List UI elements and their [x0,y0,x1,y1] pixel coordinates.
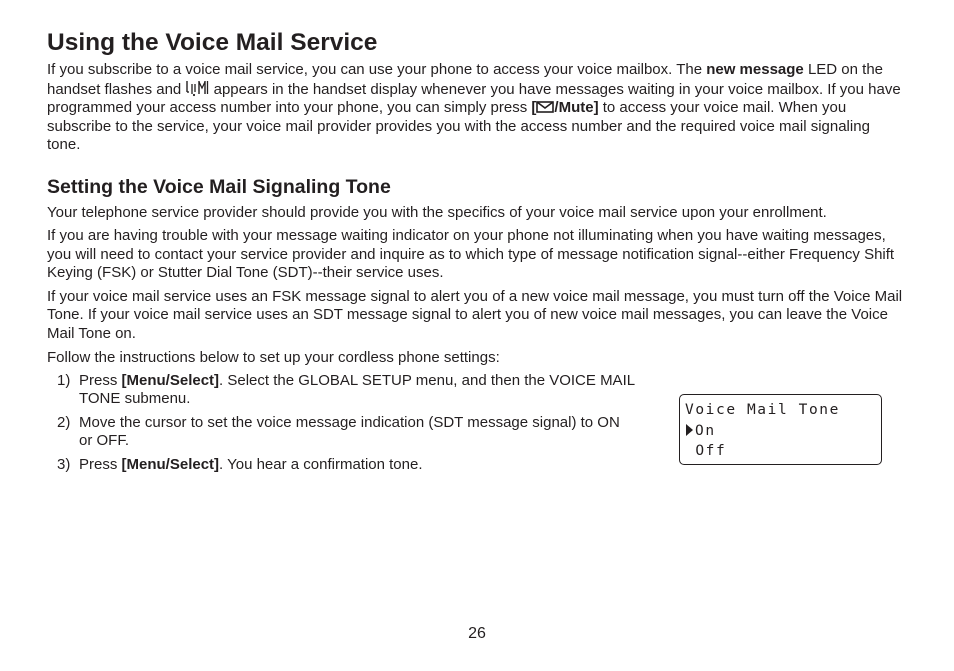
lcd-display [679,394,882,465]
step-text: Press [79,455,122,473]
step-number: 1) [57,371,71,389]
page-number: 26 [468,625,486,642]
step-text: . You hear a confirmation tone. [219,455,423,473]
intro-text-1: If you subscribe to a voice mail service, you can use your phone to access your voice mailbox. The [47,61,707,78]
intro-text-3: appears in the handset display whenever you have messages waiting in your voice mailbox. If you have programmed your access number into your phone, you can simply press [47,80,901,116]
cursor-arrow-icon [686,424,693,436]
voicemail-indicator-icon [185,80,209,97]
section-paragraph-2: If you are having trouble with your message waiting indicator on your phone not illuminating when you have waiting messages, you will need to contact your service provider and inquire as to which type of message notification signal--either Frequency Shift Keying (FSK) or Stutter Dial Tone (SDT)--their service uses. [47,227,895,281]
step-item [47,372,637,409]
lcd-line-title: Voice Mail Tone [685,402,840,418]
instruction-steps [47,372,637,475]
step-number: 3) [57,455,71,473]
lcd-line-selected [685,421,881,442]
intro-paragraph [47,61,907,155]
intro-text-4: to access your voice mail. When you subscribe to the service, your voice mail provider provides you with the access number and the required voice mail signaling tone. [47,99,870,153]
intro-text-2: LED on the handset flashes and [47,61,883,98]
section-paragraph-1: Your telephone service provider should provide you with the specifics of your voice mail service upon your enrollment. [47,203,827,221]
page-title: Using the Voice Mail Service [47,29,378,56]
lcd-option-off: Off [685,443,727,459]
step-text: Press [79,371,122,389]
section-paragraph-4: Follow the instructions below to set up your cordless phone settings: [47,349,500,366]
section-paragraph-3: If your voice mail service uses an FSK message signal to alert you of a new voice mail message, you must turn off the Voice Mail Tone. If your voice mail service uses an SDT message signal to alert you of new voice mail messages, you can leave the Voice Mail Tone on. [47,287,903,342]
lcd-option-on: On [695,422,716,439]
mute-key-bracket: [ [531,99,537,116]
step-number: 2) [57,413,71,431]
step-text: Move the cursor to set the voice message indication (SDT message signal) to ON or OFF. [79,413,620,449]
menu-select-key-label: [Menu/Select] [121,455,220,473]
step-item [47,456,637,475]
step-text: . Select the GLOBAL SETUP menu, and then the VOICE MAIL TONE submenu. [79,371,635,407]
step-item [47,414,637,451]
envelope-icon [536,101,554,113]
new-message-label: new message [706,61,804,78]
section-heading: Setting the Voice Mail Signaling Tone [47,175,391,198]
mute-key-label [531,99,598,116]
menu-select-key-label: [Menu/Select] [121,371,220,389]
mute-key-text: /Mute] [554,99,599,116]
